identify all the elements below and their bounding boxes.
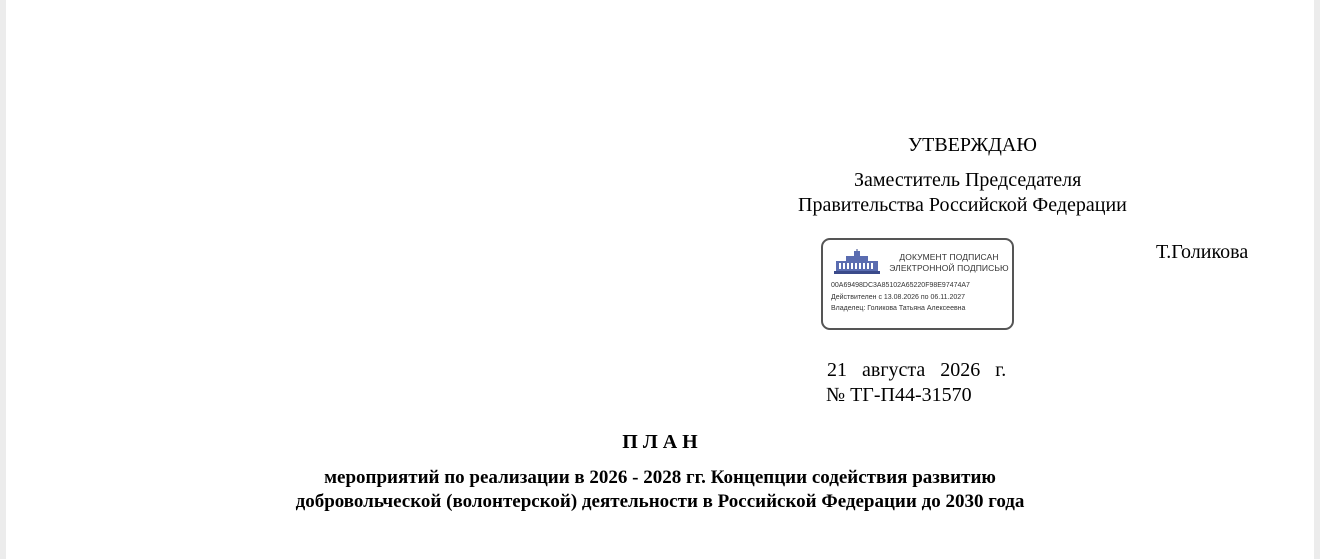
- stamp-title-line1: ДОКУМЕНТ ПОДПИСАН: [899, 252, 999, 262]
- government-building-icon: [832, 249, 882, 275]
- approval-heading: УТВЕРЖДАЮ: [908, 134, 1037, 156]
- stamp-certificate: 00A69498DC3A85102A65220F98E97474A7: [831, 282, 970, 289]
- document-date: 21 августа 2026 г.: [827, 359, 1007, 381]
- plan-subtitle-line1: мероприятий по реализации в 2026 - 2028 гг. Концепции содействия развитию: [324, 467, 996, 488]
- plan-subtitle-line2: добровольческой (волонтерской) деятельности в Российской Федерации до 2030 года: [295, 491, 1025, 512]
- document-number: № ТГ-П44-31570: [826, 384, 972, 406]
- signer-name: Т.Голикова: [1156, 241, 1249, 263]
- signer-position-line1: Заместитель Председателя: [854, 169, 1082, 191]
- signer-position-line2: Правительства Российской Федерации: [798, 194, 1127, 216]
- electronic-signature-stamp: [821, 238, 1014, 330]
- plan-title: П Л А Н: [622, 431, 698, 453]
- stamp-owner: Владелец: Голикова Татьяна Алексеевна: [831, 305, 966, 312]
- stamp-title-line2: ЭЛЕКТРОННОЙ ПОДПИСЬЮ: [889, 263, 1009, 273]
- stamp-title: [887, 252, 1011, 274]
- stamp-validity: Действителен с 13.08.2026 по 06.11.2027: [831, 294, 966, 301]
